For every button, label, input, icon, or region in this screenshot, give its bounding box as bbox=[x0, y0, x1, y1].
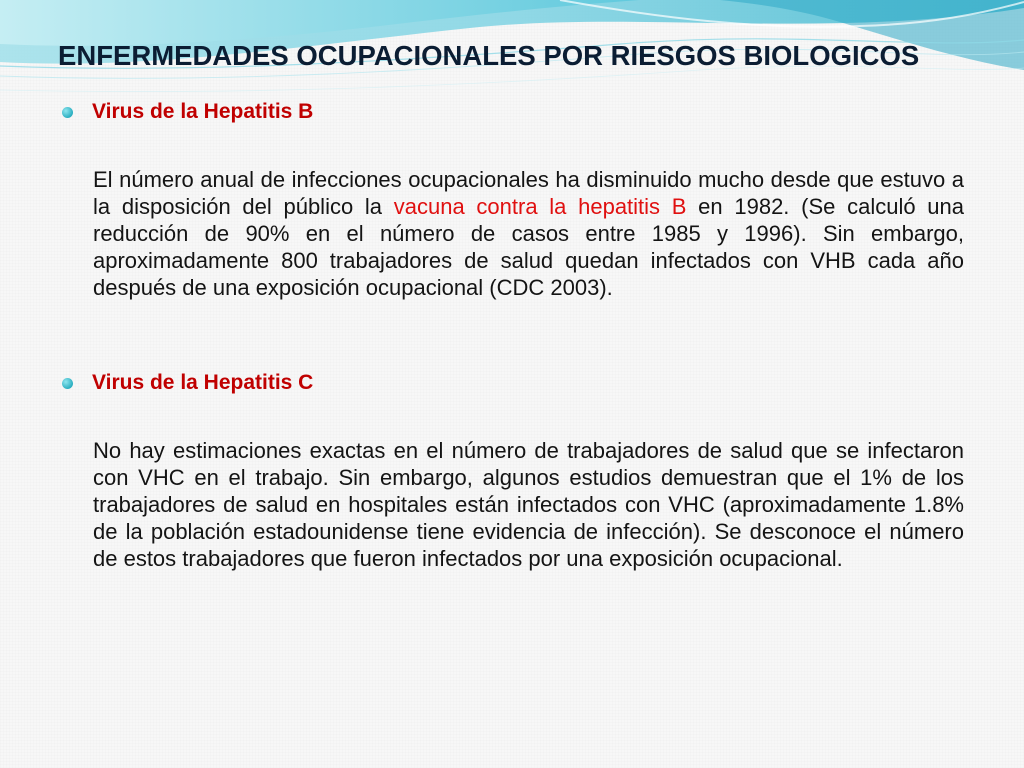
bullet-dot-icon bbox=[62, 378, 73, 389]
paragraph-text: El número anual de infecciones ocupacionales ha disminuido mucho desde que estuvo a la disposición del público la bbox=[93, 167, 964, 219]
bullet-dot-icon bbox=[62, 107, 73, 118]
slide-title: ENFERMEDADES OCUPACIONALES POR RIESGOS BIOLOGICOS bbox=[58, 40, 920, 71]
section-paragraph: No hay estimaciones exactas en el número de trabajadores de salud que se infectaron con VHC en el trabajo. Sin embargo, algunos estudios demuestran que el 1% de los trabajadores de salud en hospitales están infectados con VHC (aproximadamente 1.8% de la población estadounidense tiene evidencia de infección). Se desconoce el número de estos trabajadores que fueron infectados por una exposición ocupacional. bbox=[93, 438, 964, 571]
highlighted-text: vacuna contra la hepatitis B bbox=[393, 194, 687, 219]
bullet-item bbox=[62, 369, 313, 397]
bullet-heading: Virus de la Hepatitis B bbox=[92, 100, 314, 123]
bullet-heading: Virus de la Hepatitis C bbox=[92, 371, 314, 394]
bullet-item bbox=[62, 98, 313, 126]
section-paragraph bbox=[93, 166, 964, 301]
paragraph-text: en 1982. (Se calculó una reducción de 90% en el número de casos entre 1985 y 1996). Sin embargo, aproximadamente 800 trabajadores de salud quedan infectados con VHB cada año después de una exposición ocupacional (CDC 2003). bbox=[93, 194, 964, 300]
